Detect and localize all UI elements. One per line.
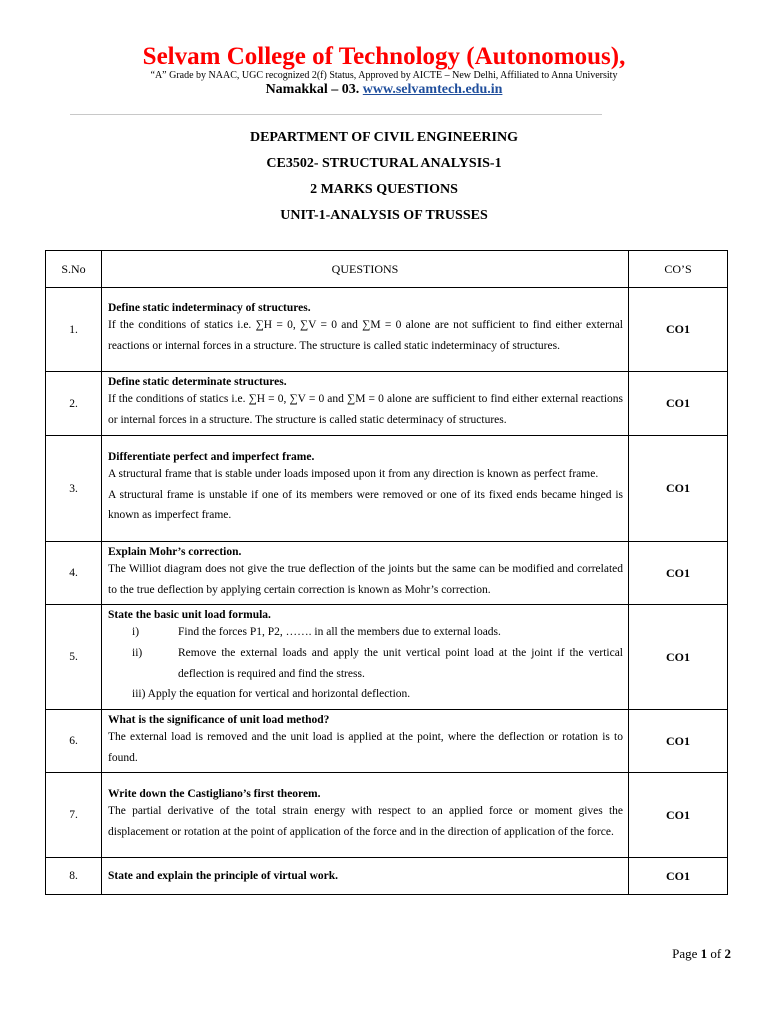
row-co: CO1 [629,773,728,858]
step-item [108,643,623,685]
row-sno: 4. [46,542,102,605]
row-sno: 7. [46,773,102,858]
answer-text: The partial derivative of the total strain energy with respect to an applied force or moment gives the displacement or rotation at the point of application of the force and in the direction of application of the force. [108,804,623,838]
step-number: i) [132,625,140,638]
question-title: Define static indeterminacy of structures. [108,302,311,315]
step-text: Find the forces P1, P2, ……. in all the members due to external loads. [178,625,501,638]
answer-text: A structural frame that is stable under loads imposed upon it from any direction is known as perfect frame. [108,467,599,480]
question-title: Define static determinate structures. [108,376,287,389]
table-row [46,372,728,436]
answer-text: If the conditions of statics i.e. ∑H = 0, ∑V = 0 and ∑M = 0 alone are sufficient to find either external reactions or internal forces in a structure. The structure is called static determinacy of structures. [108,393,623,426]
cos-header: CO’S [629,251,728,288]
page-word: Page [672,946,701,961]
question-cell [102,773,629,858]
question-title: State and explain the principle of virtual work. [108,869,339,882]
question-cell [102,542,629,605]
row-co: CO1 [629,542,728,605]
current-page: 1 [700,946,708,961]
row-co: CO1 [629,858,728,895]
college-name: Selvam College of Technology (Autonomous), [142,43,626,70]
question-cell [102,372,629,436]
answer-text: The external load is removed and the unit load is applied at the point, where the deflection or rotation is to found. [108,730,623,764]
table-row [46,858,728,895]
question-title: Write down the Castigliano’s first theorem. [108,787,321,800]
unit-title: UNIT-1-ANALYSIS OF TRUSSES [280,208,488,223]
table-row [46,436,728,542]
step-item [108,622,623,643]
question-cell [102,288,629,372]
row-sno: 6. [46,710,102,773]
row-sno: 5. [46,605,102,710]
sno-header: S.No [46,251,102,288]
answer-text: If the conditions of statics i.e. ∑H = 0, ∑V = 0 and ∑M = 0 alone are not sufficient to find either external reactions or internal forces in a structure. The structure is called static indeterminacy of structures. [108,319,623,352]
table-row [46,605,728,710]
answer-text: A structural frame is unstable if one of its members were removed or one of its fixed ends became hinged is known as imperfect frame. [108,488,623,522]
total-pages: 2 [724,946,731,961]
table-row [46,288,728,372]
table-row [46,710,728,773]
step-number: ii) [132,646,143,659]
step-item: iii) Apply the equation for vertical and horizontal deflection. [132,688,411,701]
answer-text: The Williot diagram does not give the true deflection of the joints but the same can be modified and correlated to the true deflection by applying certain correction is known as Mohr’s correction. [108,562,623,596]
questions-header: QUESTIONS [102,251,629,288]
row-sno: 2. [46,372,102,436]
question-title: Explain Mohr’s correction. [108,545,242,558]
row-co: CO1 [629,605,728,710]
location-text: Namakkal – 03. [265,82,363,97]
questions-table [45,250,728,895]
question-title: What is the significance of unit load method? [108,713,330,726]
course-title: CE3502- STRUCTURAL ANALYSIS-1 [266,156,502,171]
question-title: Differentiate perfect and imperfect frame. [108,450,315,463]
question-cell [102,436,629,542]
step-text: Remove the external loads and apply the unit vertical point load at the joint if the vertical deflection is required and find the stress. [178,646,623,680]
question-title: State the basic unit load formula. [108,608,271,621]
row-sno: 3. [46,436,102,542]
table-row [46,542,728,605]
row-co: CO1 [629,710,728,773]
question-cell [102,710,629,773]
row-sno: 1. [46,288,102,372]
table-header-row [46,251,728,288]
row-sno: 8. [46,858,102,895]
row-co: CO1 [629,372,728,436]
page-number [672,946,731,962]
question-cell [102,605,629,710]
header-divider [70,114,602,115]
table-row [46,773,728,858]
accreditation-line: “A” Grade by NAAC, UGC recognized 2(f) Status, Approved by AICTE – New Delhi, Affiliated to Anna University [150,70,618,81]
question-cell [102,858,629,895]
location-line [0,81,768,99]
website-link[interactable]: www.selvamtech.edu.in [362,82,503,97]
row-co: CO1 [629,288,728,372]
department-title: DEPARTMENT OF CIVIL ENGINEERING [249,130,518,145]
of-word: of [707,946,725,961]
row-co: CO1 [629,436,728,542]
marks-title: 2 MARKS QUESTIONS [310,182,458,197]
